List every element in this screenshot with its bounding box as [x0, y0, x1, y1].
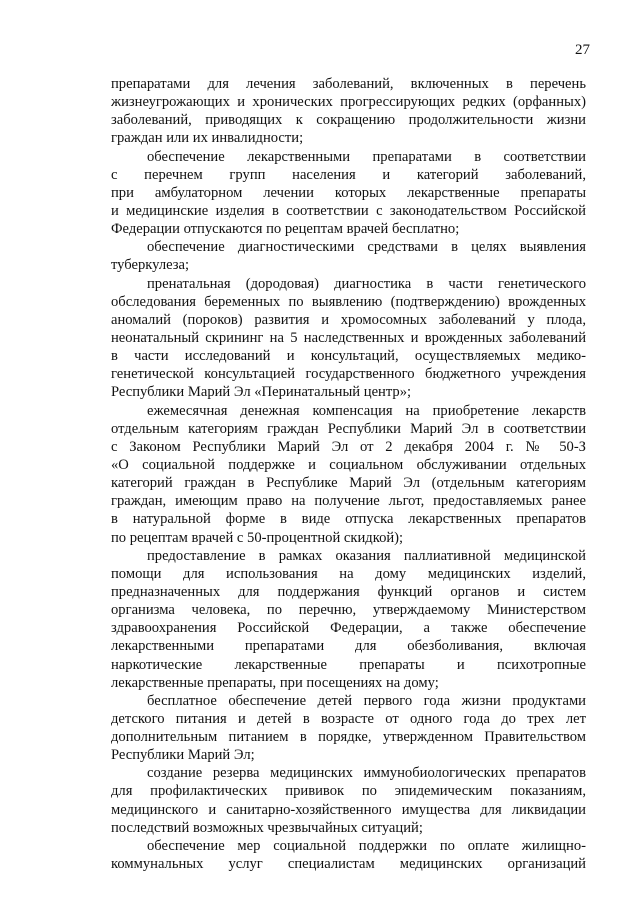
text-line: помощи для использования на дому медицинских изделий, — [111, 565, 586, 582]
text-line: дополнительным питанием в порядке, утвержденном Правительством — [111, 729, 586, 746]
page-number: 27 — [575, 42, 590, 58]
text-line: лекарственные препараты, при посещениях на дому; — [111, 674, 439, 691]
text-line: отдельным категориям граждан Республики Марий Эл в соответствии — [111, 420, 586, 437]
text-line: заболеваний, приводящих к сокращению продолжительности жизни — [111, 112, 586, 129]
text-line: обследования беременных по выявлению (подтверждению) врожденных — [111, 293, 586, 310]
text-line: лекарственными препаратами для обезболивания, включая — [111, 638, 586, 655]
text-line: при амбулаторном лечении которых лекарственные препараты — [111, 184, 586, 201]
text-line: для профилактических прививок по эпидемическим показаниям, — [111, 783, 586, 800]
text-line: последствий возможных чрезвычайных ситуаций; — [111, 819, 423, 836]
text-line: обеспечение диагностическими средствами в целях выявления — [147, 239, 586, 256]
text-line: обеспечение мер социальной поддержки по оплате жилищно- — [147, 837, 586, 854]
text-line: создание резерва медицинских иммунобиологических препаратов — [147, 765, 586, 782]
text-line: обеспечение лекарственными препаратами в соответствии — [147, 148, 586, 165]
text-line: наркотические лекарственные препараты и психотропные — [111, 656, 586, 673]
text-line: коммунальных услуг специалистам медицинских организаций — [111, 856, 586, 873]
text-line: аномалий (пороков) развития и хромосомных заболеваний у плода, — [111, 311, 586, 328]
text-line: в части исследований и консультаций, осуществляемых медико- — [111, 348, 586, 365]
text-line: жизнеугрожающих и хронических прогрессирующих редких (орфанных) — [111, 94, 586, 111]
text-line: неонатальный скрининг на 5 наследственных и врожденных заболеваний — [111, 329, 586, 346]
text-line: и медицинские изделия в соответствии с законодательством Российской — [111, 202, 586, 219]
text-line: бесплатное обеспечение детей первого года жизни продуктами — [147, 692, 586, 709]
text-line: препаратами для лечения заболеваний, включенных в перечень — [111, 76, 586, 92]
text-line: туберкулеза; — [111, 257, 190, 274]
text-line: Республики Марий Эл; — [111, 747, 255, 764]
text-line: предоставление в рамках оказания паллиативной медицинской — [147, 547, 586, 564]
text-line: Федерации отпускаются по рецептам врачей бесплатно; — [111, 221, 460, 238]
text-line: генетической консультацией государственного бюджетного учреждения — [111, 366, 586, 383]
text-line: с Законом Республики Марий Эл от 2 декабря 2004 г. № 50-З — [111, 438, 586, 455]
text-line: в натуральной форме в виде отпуска лекарственных препаратов — [111, 511, 586, 528]
text-line: «О социальной поддержке и социальном обслуживании отдельных — [111, 456, 586, 473]
text-line: здравоохранения Российской Федерации, а также обеспечение — [111, 620, 586, 637]
text-line: по рецептам врачей с 50-процентной скидкой); — [111, 529, 404, 546]
text-line: ежемесячная денежная компенсация на приобретение лекарств — [147, 402, 586, 419]
text-line: Республики Марий Эл «Перинатальный центр»; — [111, 384, 412, 401]
text-line: граждан, имеющим право на получение льгот, предоставляемых ранее — [111, 493, 586, 510]
body-text — [111, 75, 586, 873]
text-line: граждан или их инвалидности; — [111, 130, 304, 147]
text-line: медицинского и санитарно-хозяйственного имущества для ликвидации — [111, 801, 586, 818]
text-line: детского питания и детей в возрасте от одного года до трех лет — [111, 710, 586, 727]
text-line: предназначенных для поддержания функций органов и систем — [111, 583, 586, 600]
text-line: с перечнем групп населения и категорий заболеваний, — [111, 166, 586, 183]
text-line: организма человека, по перечню, утверждаемому Министерством — [111, 602, 586, 619]
text-line: категорий граждан в Республике Марий Эл (отдельным категориям — [111, 475, 586, 492]
text-line: пренатальная (дородовая) диагностика в части генетического — [147, 275, 586, 292]
